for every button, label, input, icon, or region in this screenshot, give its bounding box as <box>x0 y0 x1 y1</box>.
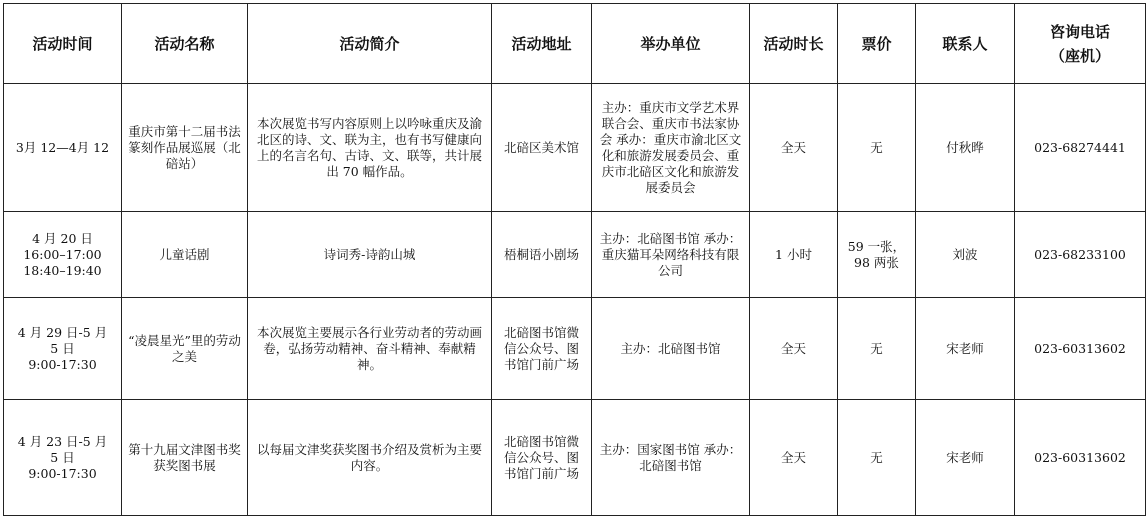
cell-contact: 付秋晔 <box>916 84 1015 212</box>
time-line: 4 月 29 日-5 月 <box>17 324 108 340</box>
cell-description: 诗词秀-诗韵山城 <box>248 212 492 298</box>
cell-address: 梧桐语小剧场 <box>492 212 592 298</box>
price-line: 59 一张， <box>847 238 906 254</box>
cell-address: 北碚图书馆微信公众号、图书馆门前广场 <box>492 400 592 516</box>
cell-price <box>838 84 916 212</box>
cell-time <box>4 400 122 516</box>
cell-organizer: 主办：国家图书馆 承办：北碚图书馆 <box>592 400 750 516</box>
table-row <box>4 84 1146 212</box>
time-line: 4 月 20 日 <box>32 230 93 246</box>
cell-name: “凌晨星光”里的劳动之美 <box>122 298 248 400</box>
time-line: 9:00-17:30 <box>28 465 97 481</box>
cell-contact: 宋老师 <box>916 298 1015 400</box>
header-address: 活动地址 <box>492 4 592 84</box>
price-line: 无 <box>870 340 883 356</box>
header-phone-line: （座机） <box>1049 46 1110 65</box>
header-name: 活动名称 <box>122 4 248 84</box>
cell-description: 以每届文津奖获奖图书介绍及赏析为主要内容。 <box>248 400 492 516</box>
cell-time <box>4 212 122 298</box>
time-line: 16:00–17:00 <box>23 246 102 262</box>
events-table <box>3 3 1146 516</box>
cell-phone: 023-68233100 <box>1015 212 1146 298</box>
header-organizer: 举办单位 <box>592 4 750 84</box>
time-line: 3月 12—4月 12 <box>15 139 110 155</box>
header-time: 活动时间 <box>4 4 122 84</box>
cell-duration: 1 小时 <box>750 212 838 298</box>
header-duration: 活动时长 <box>750 4 838 84</box>
time-line: 5 日 <box>50 449 75 465</box>
cell-name: 重庆市第十二届书法篆刻作品展巡展（北碚站） <box>122 84 248 212</box>
cell-price <box>838 298 916 400</box>
time-line: 5 日 <box>50 340 75 356</box>
time-line: 4 月 23 日-5 月 <box>17 433 108 449</box>
cell-name: 第十九届文津图书奖获奖图书展 <box>122 400 248 516</box>
cell-organizer: 主办：重庆市文学艺术界联合会、重庆市书法家协会 承办：重庆市渝北区文化和旅游发展委员会、重庆市北碚区文化和旅游发展委员会 <box>592 84 750 212</box>
header-price: 票价 <box>838 4 916 84</box>
cell-duration: 全天 <box>750 298 838 400</box>
price-line: 无 <box>870 139 883 155</box>
cell-contact: 刘波 <box>916 212 1015 298</box>
header-row <box>4 4 1146 84</box>
cell-address: 北碚图书馆微信公众号、图书馆门前广场 <box>492 298 592 400</box>
table-row <box>4 298 1146 400</box>
time-line: 9:00-17:30 <box>28 356 97 372</box>
cell-time <box>4 84 122 212</box>
table-row <box>4 212 1146 298</box>
cell-duration: 全天 <box>750 84 838 212</box>
cell-phone: 023-68274441 <box>1015 84 1146 212</box>
cell-phone: 023-60313602 <box>1015 298 1146 400</box>
cell-price <box>838 400 916 516</box>
cell-contact: 宋老师 <box>916 400 1015 516</box>
header-phone <box>1015 4 1146 84</box>
price-line: 无 <box>870 449 883 465</box>
cell-price <box>838 212 916 298</box>
cell-organizer: 主办：北碚图书馆 <box>592 298 750 400</box>
cell-duration: 全天 <box>750 400 838 516</box>
cell-organizer: 主办：北碚图书馆 承办：重庆猫耳朵网络科技有限公司 <box>592 212 750 298</box>
cell-name: 儿童话剧 <box>122 212 248 298</box>
header-phone-line: 咨询电话 <box>1049 22 1110 41</box>
cell-phone: 023-60313602 <box>1015 400 1146 516</box>
cell-description: 本次展览主要展示各行业劳动者的劳动画卷，弘扬劳动精神、奋斗精神、奉献精神。 <box>248 298 492 400</box>
header-contact: 联系人 <box>916 4 1015 84</box>
cell-address: 北碚区美术馆 <box>492 84 592 212</box>
table-row <box>4 400 1146 516</box>
cell-time <box>4 298 122 400</box>
price-line: 98 两张 <box>854 254 899 270</box>
time-line: 18:40–19:40 <box>23 262 102 278</box>
header-description: 活动简介 <box>248 4 492 84</box>
cell-description: 本次展览书写内容原则上以吟咏重庆及渝北区的诗、文、联为主，也有书写健康向上的名言名句、古诗、文、联等，共计展出 70 幅作品。 <box>248 84 492 212</box>
